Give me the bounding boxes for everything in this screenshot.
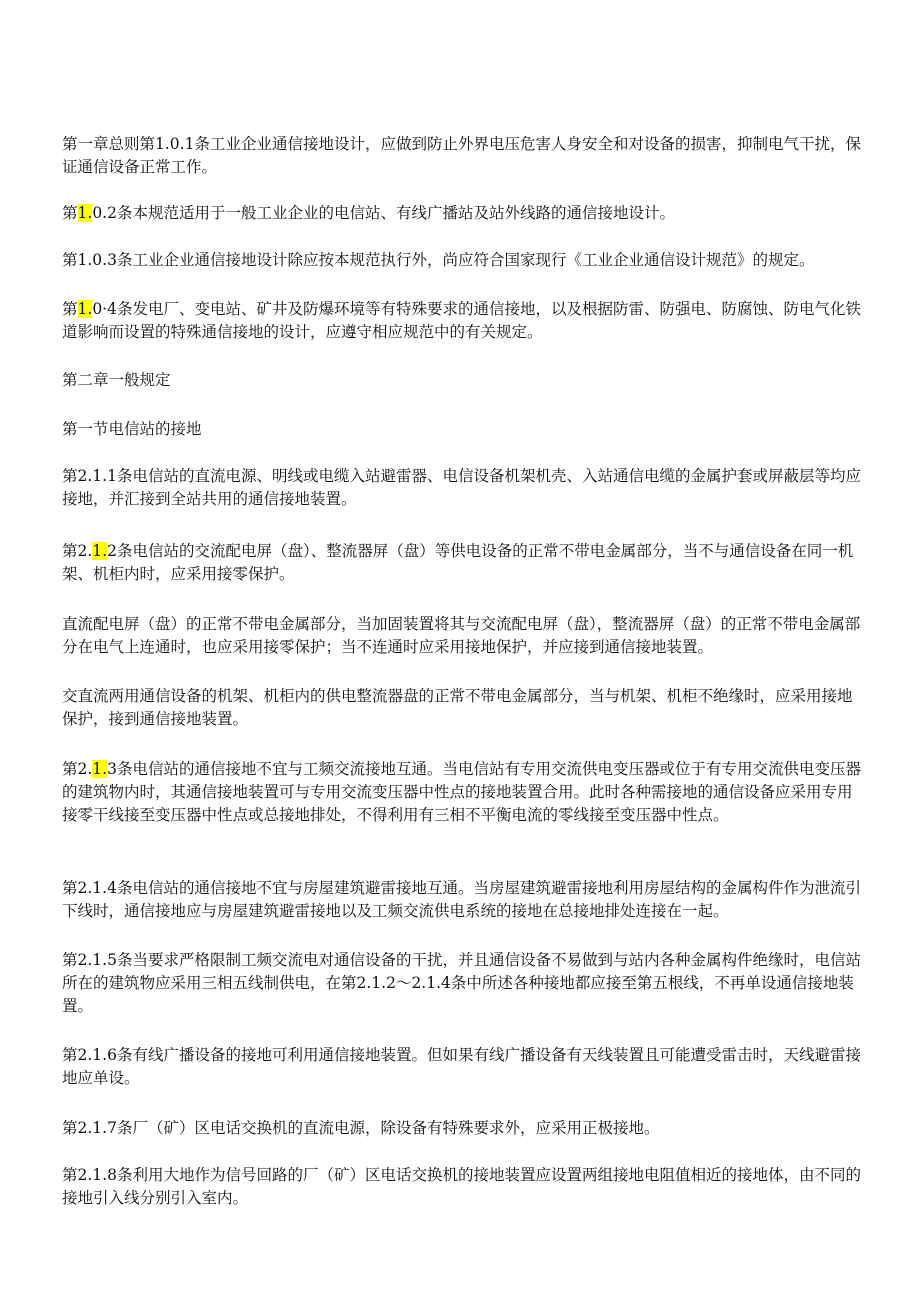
paragraph-text: 第2.1.1条电信站的直流电源、明线或电缆入站避雷器、电信设备机架机壳、入站通信电缆的金属护套或屏蔽层等均应接地，并汇接到全站共用的通信接地装置。 — [62, 467, 861, 508]
paragraph-1-0-3 — [62, 249, 862, 272]
paragraph-2-1-5 — [62, 949, 862, 1018]
highlighted-text: 1. — [77, 300, 93, 318]
paragraph-text: 交直流两用通信设备的机架、机柜内的供电整流器盘的正常不带电金属部分，当与机架、机柜不绝缘时，应采用接地保护，接到通信接地装置。 — [62, 687, 853, 728]
paragraph-text: 直流配电屏（盘）的正常不带电金属部分，当加固装置将其与交流配电屏（盘），整流器屏（盘）的正常不带电金属部分在电气上连通时，也应采用接零保护；当不连通时应采用接地保护，并应接到通信接地装置。 — [62, 615, 861, 656]
heading-text: 第二章一般规定 — [62, 371, 171, 389]
paragraph-text-prefix: 第 — [62, 300, 78, 318]
paragraph-text: 第2.1.7条厂（矿）区电话交换机的直流电源，除设备有特殊要求外，应采用正极接地。 — [62, 1119, 660, 1137]
highlighted-text: 1. — [77, 204, 93, 222]
paragraph-2-1-8 — [62, 1164, 862, 1210]
heading-text: 第一节电信站的接地 — [62, 420, 202, 438]
paragraph-text: 0.2条本规范适用于一般工业企业的电信站、有线广播站及站外线路的通信接地设计。 — [92, 204, 675, 222]
highlighted-text: 1. — [92, 542, 108, 560]
chapter-heading — [62, 369, 862, 392]
paragraph-2-1-7 — [62, 1117, 862, 1140]
paragraph-text: 3条电信站的通信接地不宜与工频交流接地互通。当电信站有专用交流供电变压器或位于有专用交流供电变压器的建筑物内时，其通信接地装置可与专用交流变压器中性点的接地装置合用。此时各种需接地的通信设备应采用专用接零干线接至变压器中性点或总接地排处，不得利用有三相不平衡电流的零线接至变压器中性点。 — [62, 760, 861, 824]
paragraph-1-0-1 — [62, 133, 862, 179]
paragraph-dc-distribution — [62, 613, 862, 659]
paragraph-text: 第2.1.8条利用大地作为信号回路的厂（矿）区电话交换机的接地装置应设置两组接地电阻值相近的接地体，由不同的接地引入线分别引入室内。 — [62, 1166, 861, 1207]
highlighted-text: 1. — [92, 760, 108, 778]
paragraph-text: 0·4条发电厂、变电站、矿井及防爆环境等有特殊要求的通信接地，以及根据防雷、防强电、防腐蚀、防电气化铁道影响而设置的特殊通信接地的设计，应遵守相应规范中的有关规定。 — [62, 300, 861, 341]
section-heading — [62, 418, 862, 441]
paragraph-2-1-4 — [62, 877, 862, 923]
paragraph-text: 第1.0.3条工业企业通信接地设计除应按本规范执行外，尚应符合国家现行《工业企业通信设计规范》的规定。 — [62, 251, 815, 269]
paragraph-text: 第2.1.6条有线广播设备的接地可利用通信接地装置。但如果有线广播设备有天线装置且可能遭受雷击时，天线避雷接地应单设。 — [62, 1046, 861, 1087]
paragraph-text: 第2.1.5条当要求严格限制工频交流电对通信设备的干扰，并且通信设备不易做到与站内各种金属构件绝缘时，电信站所在的建筑物应采用三相五线制供电，在第2.1.2～2.1.4条中所述各种接地都应接至第五根线，不再单设通信接地装置。 — [62, 951, 861, 1015]
paragraph-1-0-4 — [62, 298, 862, 344]
paragraph-2-1-6 — [62, 1044, 862, 1090]
paragraph-2-1-1 — [62, 465, 862, 511]
paragraph-2-1-3 — [62, 758, 862, 827]
paragraph-text: 第一章总则第1.0.1条工业企业通信接地设计，应做到防止外界电压危害人身安全和对设备的损害，抑制电气干扰，保证通信设备正常工作。 — [62, 135, 861, 176]
paragraph-2-1-2 — [62, 540, 862, 586]
paragraph-text-prefix: 第 — [62, 204, 78, 222]
paragraph-text: 2条电信站的交流配电屏（盘）、整流器屏（盘）等供电设备的正常不带电金属部分，当不与通信设备在同一机架、机柜内时，应采用接零保护。 — [62, 542, 854, 583]
paragraph-1-0-2 — [62, 202, 862, 225]
paragraph-ac-dc-equipment — [62, 685, 862, 731]
paragraph-text: 第2.1.4条电信站的通信接地不宜与房屋建筑避雷接地互通。当房屋建筑避雷接地利用房屋结构的金属构件作为泄流引下线时，通信接地应与房屋建筑避雷接地以及工频交流供电系统的接地在总接地排处连接在一起。 — [62, 879, 861, 920]
paragraph-text-prefix: 第2. — [62, 542, 93, 560]
paragraph-text-prefix: 第2. — [62, 760, 93, 778]
